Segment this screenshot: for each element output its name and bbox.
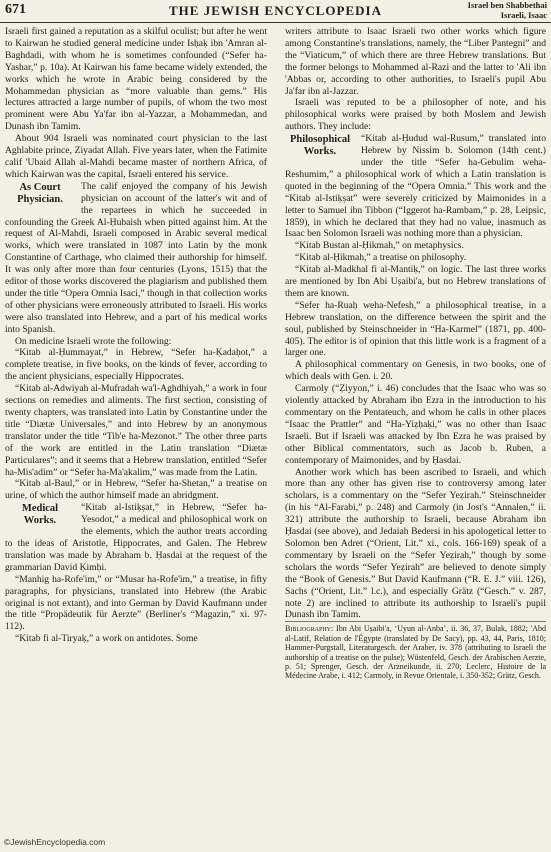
paragraph: Another work which has been ascribed to Israeli, and which more than any other has given rise to controversy among later scholars, is a commentary on the “Sefer Yeẓirah.” Steinschneider (in his “Al-Farabi,” p. 248) and Carmoly (in Jost's “Annalen,” ii. 321) attribute the authorship to Israeli, because Abraham ibn Ḥasdai (see above), and Jedaiah Bedersi in his apologetical letter to Solomon ben Adret (“Orient, Lit.” xi., cols. 166-169) speak of a commentary by Israeli on the “Sefer Yeẓirah,” though by some scholars the words “Sefer Yeẓirah” are believed to denote simply the “Book of Genesis.” But David Kaufmann (“R. E. J.” viii. 126), Sachs (“Orient, Lit.” l.c.), and especially Grätz (“Gesch.” v. 287, note 2) are inclined to attribute its authorship to Israeli's pupil Dunash ibn Tamim.	[285, 466, 546, 621]
paragraph-with-sidehead	[5, 502, 267, 573]
bibliography-label: Bibliography:	[285, 624, 334, 634]
paragraph: “Kitab al-Baul,” or in Hebrew, “Sefer ha-Shetan,” a treatise on urine, of which the author himself made an abridgment.	[5, 478, 267, 502]
running-head	[468, 1, 547, 20]
paragraph-text: The calif enjoyed the company of his Jewish physician on account of the latter's wit and of the repartees in which he succeeded in confounding the Greek Al-Ḥubaish when pitted against him. At the request of Al-Mahdi, Israeli composed in Arabic several medical works, which were translated in 1087 into Latin by the monk Constantine of Carthage, who claimed their authorship for himself. It was only after more than four centuries (Lyons, 1515) that the editor of those works discovered the plagiarism and published them under the title “Opera Omnia Isaci,” though in that collection works of other physicians were erroneously attributed to Israeli. His works were also translated into Hebrew, and a part of his medical works into Spanish.	[5, 180, 267, 335]
paragraph: writers attribute to Isaac Israeli two other works which figure among Constantine's translations, namely, the “Liber Pantegni” and the “Viaticum,” of which there are three Hebrew translations. But the former belongs to Mohammed al-Razi and the latter to 'Ali ibn 'Abbas or, according to other authorities, to Israeli's pupil Abu Ja'far ibn al-Jazzar.	[285, 26, 546, 97]
paragraph: “Kitab fi al-Tiryaḳ,” a work on antidotes. Some	[15, 633, 198, 645]
sidehead-medical-works: Medical Works.	[21, 503, 59, 527]
running-head-line-2: Israeli, Isaac	[500, 9, 547, 20]
paragraph-with-sidehead	[285, 133, 546, 240]
paragraph: About 904 Israeli was nominated court physician to the last Aghlabite prince, Ziyadat Allah. Five years later, when the Fatimite calif 'Ubaid Allah al-Mahdi became master of northern Africa, of which Kairwan was the capital, Israeli entered his service.	[5, 133, 267, 180]
sidehead-court-physician: As Court Physician.	[17, 181, 63, 205]
right-column	[285, 26, 546, 826]
paragraph: Israeli first gained a reputation as a skilful oculist; but after he went to Kairwan he studied general medicine under Isḥaḳ ibn 'Amran al-Baghdadi, with whom he is sometimes confounded (“Sefer ha-Yashar,” p. 10a). At Kairwan his fame became widely extended, the works which he wrote in Arabic being considered by the Mohammedan physician as “more valuable than gems.” His lectures attracted a large number of pupils, of whom the two most prominent were Abu Ya'far ibn al-Yazzar, a Mohammedan, and Dunash ibn Tamim.	[5, 26, 267, 133]
left-column	[5, 26, 267, 826]
paragraph: Israeli was reputed to be a philosopher of note, and his philosophical works were praised by both Moslem and Jewish authors. They include:	[285, 97, 546, 133]
paragraph-text: “Kitab al-Ḥudud wal-Rusum,” translated into Hebrew by Nissim b. Solomon (14th cent.) under the title “Sefer ha-Gebulim weha-Reshumim,” a philosophical work of which a Latin translation is quoted in the beginning of the “Opera Omnia.” This work and the “Kitab al-Istiḳṣat” were severely criticized by Maimonides in a letter to Samuel ibn Tibbon (“Iggerot ha-Rambam,” p. 28, Leipsic, 1859), in which he declared that they had no value, inasmuch as Isaac ben Solomon Israeli was nothing more than a physician.	[285, 133, 546, 240]
footer-credit: ©JewishEncyclopedia.com	[4, 837, 106, 847]
paragraph: Carmoly (“Ẓiyyon,” i. 46) concludes that the Isaac who was so violently attacked by Abraham ibn Ezra in the introduction to his commentary on the Pentateuch, and whom he calls in other places “Isaac the Prattler” and “Ha-Yiẓḥaḳi,” was no other than Isaac Israeli. But if Israeli was attacked by Ibn Ezra he was praised by other Biblical commentators, such as Jacob b. Ruben, a contemporary of Maimonides, and by Ḥasdai.	[285, 383, 546, 466]
paragraph-text: “Kitab al-Istiḳṣat,” in Hebrew, “Sefer ha-Yesodot,” a medical and philosophical work on the elements, which the author treats according to the ideas of Aristotle, Hippocrates, and Galen. The Hebrew translation was made by Abraham b. Ḥasdai at the request of the grammarian David Ḳimḥi.	[5, 502, 267, 573]
sidehead-philosophical-works: Philosophical Works.	[289, 134, 351, 158]
paragraph: “Manhig ha-Rofe'im,” or “Musar ha-Rofe'im,” a treatise, in fifty paragraphs, for physicians, translated into Hebrew (the Arabic original is not extant), and into German by David Kaufmann under the title “Propädeutik für Aerzte” (Berliner's “Magazin,” xi. 97-112).	[5, 573, 267, 633]
paragraph: “Kitab Bustan al-Ḥikmah,” on metaphysics.	[295, 240, 464, 252]
paragraph: “Kitab al-Madkhal fi al-Mantiḳ,” on logic. The last three works are mentioned by Ibn Abi Uṣaibi'a, but no Hebrew translations of them are known.	[285, 264, 546, 299]
paragraph: “Kitab al-Adwiyah al-Mufradah wa'l-Aghdhiyah,” a work in four sections on remedies and aliments. The first section, consisting of twenty chapters, was translated into Latin by Constantine under the title “Diætæ Universales,” and into Hebrew by an anonymous translator under the title “Tib'e ha-Mezonot.” The other three parts of the work are entitled in the Latin translation “Diætæ Particulares”; and it seems that a Hebrew translation, entitled “Sefer ha-Mis'adim” or “Sefer ha-Ma'akalim,” was made from the Latin.	[5, 383, 267, 478]
paragraph: A philosophical commentary on Genesis, in two books, one of which deals with Gen. i. 20.	[285, 359, 546, 383]
page-title: THE JEWISH ENCYCLOPEDIA	[169, 3, 382, 18]
bibliography	[285, 621, 546, 680]
page-header	[0, 0, 551, 23]
paragraph: “Kitab al-Ḥikmah,” a treatise on philosophy.	[295, 252, 467, 264]
paragraph: On medicine Israeli wrote the following:	[15, 335, 172, 347]
paragraph: “Kitab al-Ḥummayat,” in Hebrew, “Sefer ha-Ḳadaḥot,” a complete treatise, in five books, on the kinds of fever, according to the ancient physicians, especially Hippocrates.	[5, 347, 267, 383]
bibliography-text: Ibn Abi Uṣaibi'a, ‘Uyun al-Anba’, ii. 36, 37, Bulak, 1882; 'Abd al-Latif, Relation de l'Égypte (translated by De Sacy), pp. 43, 44, Paris, 1810; Hammer-Purgstall, Literaturgesch. der Araber, iv. 378 (attributing to Israeli the authorship of a treatise on the pulse); Wüstenfeld, Gesch. der Arabischen Aerzte, p. 51; Sprenger, Gesch. der Arzneikunde, ii. 270; Leclerc, Histoire de la Médecine Arabe, i. 412; Carmoly, in Revue Orientale, i. 350-352; Grätz, Gesch.	[285, 624, 546, 681]
page-number: 671	[5, 2, 26, 17]
paragraph: “Sefer ha-Ruaḥ weha-Nefesh,” a philosophical treatise, in a Hebrew translation, on the difference between the spirit and the soul, published by Steinschneider in “Ha-Karmel” (1871, pp. 400-405). The editor is of opinion that this little work is a fragment of a larger one.	[285, 299, 546, 359]
running-head-line-1: Israel ben Shabbethai	[467, 0, 547, 10]
paragraph-with-sidehead	[5, 181, 267, 336]
